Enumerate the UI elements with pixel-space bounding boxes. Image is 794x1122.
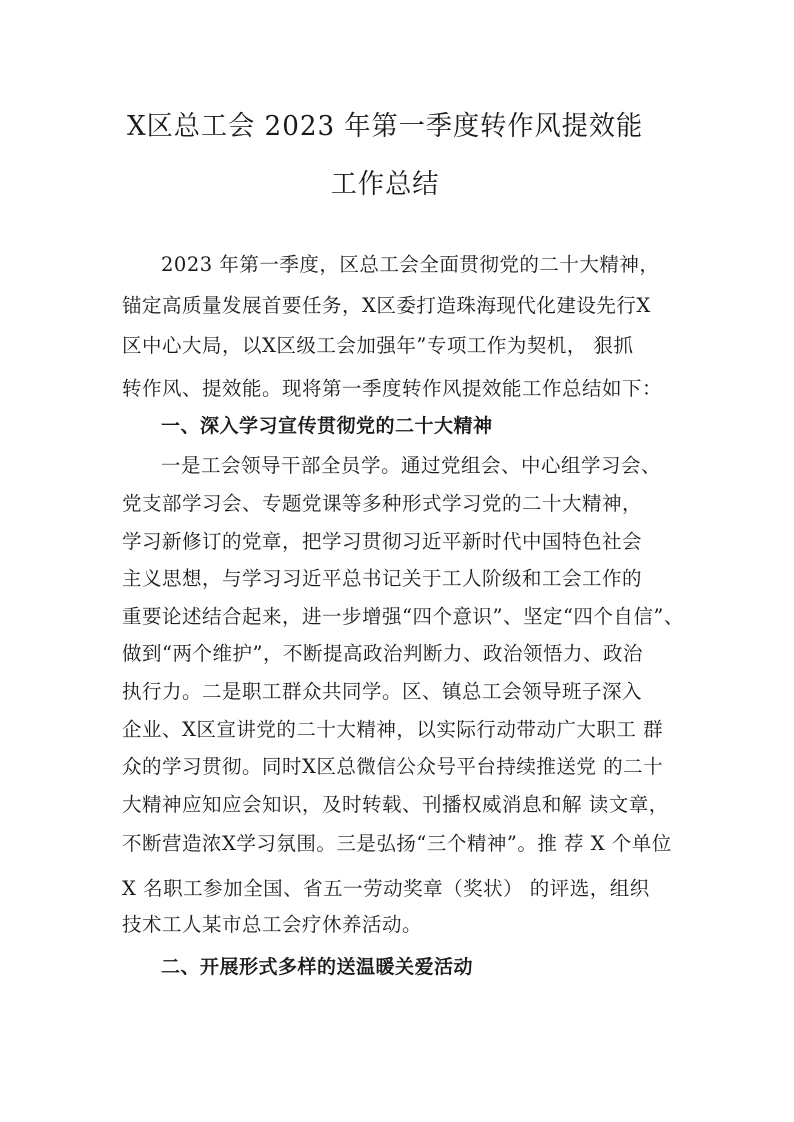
paragraph-line: 重要论述结合起来，进一步增强“四个意识”、坚定“四个自信”、 (122, 605, 684, 628)
paragraph-line: 技术工人某市总工会疗休养活动。 (122, 913, 423, 936)
section-heading-2: 二、开展形式多样的送温暖关爱活动 (161, 956, 474, 978)
paragraph-line: 企业、X区宣讲党的二十大精神，以实际行动带动广大职工 群 (122, 718, 664, 741)
paragraph-line: 学习新修订的党章，把学习贯彻习近平新时代中国特色社会 (122, 530, 643, 553)
paragraph-line: 大精神应知应会知识，及时转载、刊播权威消息和解 读文章， (122, 793, 669, 816)
paragraph-line: 党支部学习会、专题党课等多种形式学习党的二十大精神， (122, 492, 643, 515)
paragraph-line: 不断营造浓X学习氛围。三是弘扬“三个精神”。推 荐 X 个单位 (122, 832, 672, 855)
document-title-line-1: X区总工会 2023 年第一季度转作风提效能 (127, 111, 644, 142)
paragraph-line: 锚定高质量发展首要任务，X区委打造珠海现代化建设先行X (122, 294, 651, 317)
paragraph-line: 做到“两个维护”，不断提高政治判断力、政治领悟力、政治 (122, 642, 643, 665)
paragraph-line: 众的学习贯彻。同时X区总微信公众号平台持续推送党 的二十 (122, 755, 664, 778)
section-heading-1: 一、深入学习宣传贯彻党的二十大精神 (161, 415, 493, 437)
paragraph-line: 执行力。二是职工群众共同学。区、镇总工会领导班子深入 (122, 680, 643, 703)
paragraph-line: 转作风、提效能。现将第一季度转作风提效能工作总结如下： (122, 377, 663, 400)
paragraph-line: X 名职工参加全国、省五一劳动奖章（奖状） 的评选，组织 (122, 877, 650, 900)
document-title-line-2: 工作总结 (330, 169, 440, 200)
paragraph-line: 一是工会领导干部全员学。通过党组会、中心组学习会、 (161, 454, 662, 477)
paragraph-line: 2023 年第一季度，区总工会全面贯彻党的二十大精神， (161, 253, 660, 276)
paragraph-line: 主义思想，与学习习近平总书记关于工人阶级和工会工作的 (122, 567, 643, 590)
paragraph-line: 区中心大局，以X区级工会加强年”专项工作为契机， 狠抓 (122, 334, 634, 357)
